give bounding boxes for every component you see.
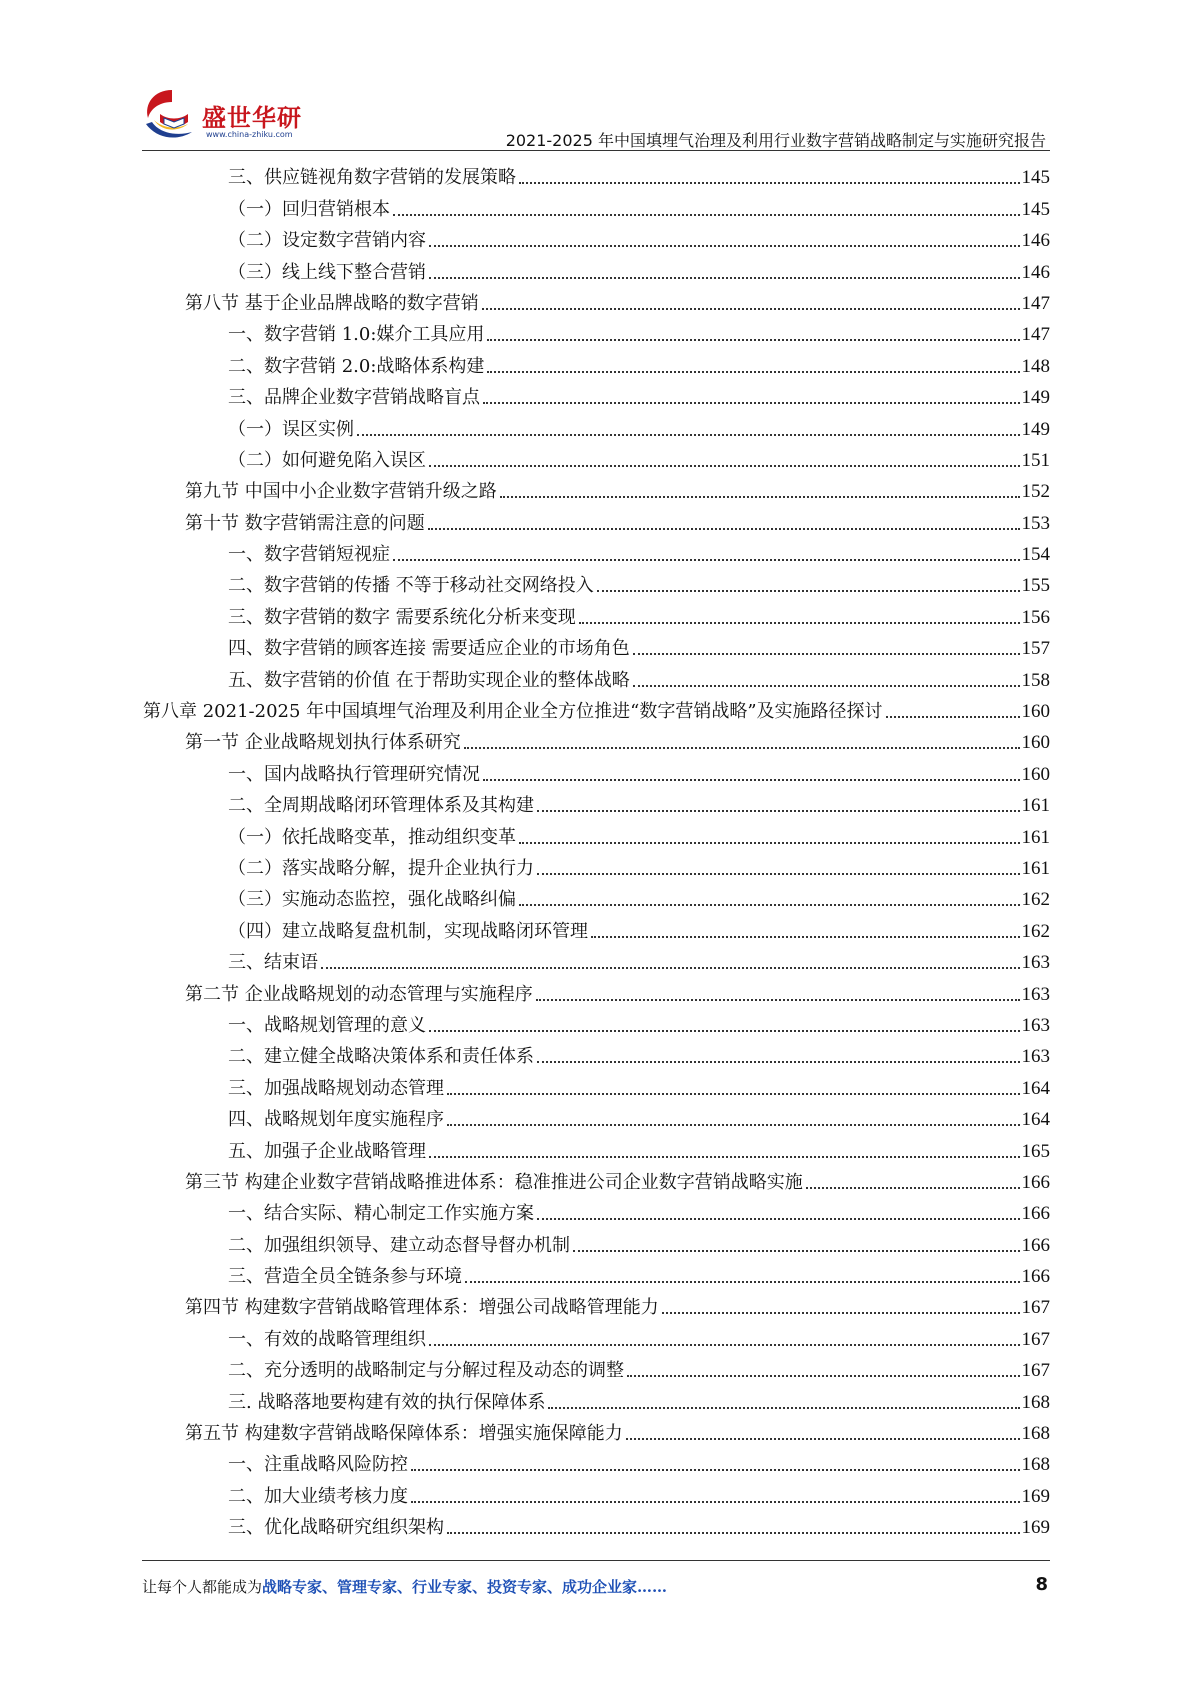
toc-entry-label: 第十节 数字营销需注意的问题 — [185, 512, 425, 534]
toc-entry-label: 三、供应链视角数字营销的发展策略 — [228, 167, 516, 189]
toc-entry[interactable] — [0, 1039, 1191, 1070]
toc-entry-label: 三、品牌企业数字营销战略盲点 — [228, 387, 480, 409]
toc-leader-dots — [537, 1218, 1020, 1220]
toc-leader-dots — [627, 1375, 1020, 1377]
toc-leader-dots — [411, 1501, 1020, 1503]
footer-divider — [142, 1560, 1050, 1561]
report-title: 2021-2025 年中国填埋气治理及利用行业数字营销战略制定与实施研究报告 — [505, 131, 1046, 150]
toc-entry-label: 五、加强子企业战略管理 — [228, 1140, 426, 1162]
toc-leader-dots — [537, 810, 1020, 812]
toc-entry-page: 161 — [1021, 826, 1050, 848]
toc-entry[interactable] — [0, 443, 1191, 474]
toc-leader-dots — [482, 308, 1020, 310]
toc-entry[interactable] — [0, 1133, 1191, 1164]
toc-leader-dots — [519, 904, 1020, 906]
toc-entry-label: 第八章 2021-2025 年中国填埋气治理及利用企业全方位推进“数字营销战略”及实施路径探讨 — [143, 701, 883, 723]
toc-leader-dots — [429, 277, 1020, 279]
toc-entry-page: 167 — [1021, 1297, 1050, 1319]
toc-entry-label: 二、建立健全战略决策体系和责任体系 — [228, 1046, 534, 1068]
toc-entry-label: 二、数字营销的传播 不等于移动社交网络投入 — [228, 575, 594, 597]
toc-entry-page: 163 — [1021, 1046, 1050, 1068]
toc-leader-dots — [806, 1187, 1020, 1189]
page-header — [0, 0, 1191, 160]
toc-leader-dots — [536, 999, 1020, 1001]
toc-entry-page: 155 — [1021, 575, 1050, 597]
toc-entry-page: 161 — [1021, 795, 1050, 817]
toc-entry-page: 166 — [1021, 1234, 1050, 1256]
toc-leader-dots — [886, 716, 1020, 718]
toc-leader-dots — [483, 402, 1020, 404]
toc-leader-dots — [429, 1156, 1020, 1158]
slogan-emphasis: 战略专家、管理专家、行业专家、投资专家、成功企业家…… — [262, 1578, 668, 1596]
toc-entry-page: 149 — [1021, 387, 1050, 409]
toc-entry-page: 146 — [1021, 230, 1050, 252]
toc-entry-page: 148 — [1021, 355, 1050, 377]
toc-entry-page: 146 — [1021, 261, 1050, 283]
toc-entry-label: 二、全周期战略闭环管理体系及其构建 — [228, 795, 534, 817]
toc-entry[interactable] — [0, 976, 1191, 1007]
toc-entry-page: 152 — [1021, 481, 1050, 503]
toc-entry-page: 169 — [1021, 1485, 1050, 1507]
toc-leader-dots — [548, 1407, 1019, 1409]
toc-entry[interactable] — [0, 945, 1191, 976]
toc-entry-page: 158 — [1021, 669, 1050, 691]
toc-entry-page: 147 — [1021, 292, 1050, 314]
toc-leader-dots — [500, 496, 1020, 498]
toc-entry-label: 二、加强组织领导、建立动态督导督办机制 — [228, 1234, 570, 1256]
toc-entry[interactable] — [0, 1196, 1191, 1227]
toc-entry-label: 一、战略规划管理的意义 — [228, 1014, 426, 1036]
toc-entry[interactable] — [0, 913, 1191, 944]
toc-entry-page: 163 — [1021, 952, 1050, 974]
toc-entry-page: 145 — [1021, 167, 1050, 189]
toc-entry-label: 第二节 企业战略规划的动态管理与实施程序 — [185, 983, 533, 1005]
toc-entry[interactable] — [0, 725, 1191, 756]
logo-emblem-icon — [142, 84, 202, 148]
toc-entry[interactable] — [0, 1478, 1191, 1509]
toc-entry-page: 168 — [1021, 1391, 1050, 1413]
toc-entry-label: （四）建立战略复盘机制，实现战略闭环管理 — [228, 920, 588, 942]
toc-entry[interactable] — [0, 317, 1191, 348]
toc-entry-label: 二、加大业绩考核力度 — [228, 1485, 408, 1507]
toc-leader-dots — [487, 339, 1019, 341]
toc-entry[interactable] — [0, 1510, 1191, 1541]
toc-leader-dots — [429, 465, 1020, 467]
logo-url: www.china-zhiku.com — [206, 130, 293, 139]
toc-entry-page: 160 — [1021, 763, 1050, 785]
toc-entry-page: 167 — [1021, 1360, 1050, 1382]
toc-entry[interactable] — [0, 662, 1191, 693]
toc-entry-label: 三、营造全员全链条参与环境 — [228, 1266, 462, 1288]
toc-entry[interactable] — [0, 694, 1191, 725]
toc-entry-label: 三、结束语 — [228, 952, 318, 974]
toc-leader-dots — [597, 590, 1020, 592]
toc-leader-dots — [537, 873, 1020, 875]
toc-leader-dots — [429, 1344, 1020, 1346]
header-divider — [142, 150, 1050, 151]
toc-entry[interactable] — [0, 191, 1191, 222]
toc-entry[interactable] — [0, 348, 1191, 379]
toc-entry-label: 第九节 中国中小企业数字营销升级之路 — [185, 481, 497, 503]
toc-entry-page: 168 — [1021, 1454, 1050, 1476]
toc-leader-dots — [626, 1438, 1020, 1440]
toc-entry[interactable] — [0, 1416, 1191, 1447]
toc-leader-dots — [487, 371, 1019, 373]
toc-entry[interactable] — [0, 1321, 1191, 1352]
toc-entry-label: （二）如何避免陷入误区 — [228, 449, 426, 471]
company-logo — [142, 84, 322, 148]
toc-entry[interactable] — [0, 1165, 1191, 1196]
toc-entry-label: （二）落实战略分解，提升企业执行力 — [228, 857, 534, 879]
toc-entry-page: 166 — [1021, 1171, 1050, 1193]
toc-entry-page: 147 — [1021, 324, 1050, 346]
toc-entry[interactable] — [0, 1227, 1191, 1258]
toc-entry[interactable] — [0, 223, 1191, 254]
toc-entry-label: 一、结合实际、精心制定工作实施方案 — [228, 1203, 534, 1225]
toc-entry[interactable] — [0, 537, 1191, 568]
toc-entry[interactable] — [0, 1290, 1191, 1321]
toc-entry-page: 162 — [1021, 889, 1050, 911]
toc-entry-label: 四、数字营销的顾客连接 需要适应企业的市场角色 — [228, 638, 630, 660]
toc-leader-dots — [447, 1093, 1020, 1095]
toc-entry-page: 162 — [1021, 920, 1050, 942]
toc-leader-dots — [321, 967, 1020, 969]
toc-entry-label: 第五节 构建数字营销战略保障体系：增强实施保障能力 — [185, 1423, 623, 1445]
toc-leader-dots — [465, 1281, 1020, 1283]
toc-entry-label: 第八节 基于企业品牌战略的数字营销 — [185, 292, 479, 314]
toc-leader-dots — [633, 653, 1020, 655]
toc-entry-label: 第一节 企业战略规划执行体系研究 — [185, 732, 461, 754]
slogan-prefix: 让每个人都能成为 — [142, 1578, 263, 1596]
toc-entry[interactable] — [0, 1259, 1191, 1290]
toc-leader-dots — [483, 779, 1020, 781]
toc-leader-dots — [447, 1124, 1020, 1126]
toc-entry-label: 第四节 构建数字营销战略管理体系：增强公司战略管理能力 — [185, 1297, 659, 1319]
toc-leader-dots — [429, 1030, 1020, 1032]
table-of-contents — [0, 160, 1191, 1541]
toc-entry-page: 153 — [1021, 512, 1050, 534]
toc-entry-label: 一、注重战略风险防控 — [228, 1454, 408, 1476]
toc-entry[interactable] — [0, 599, 1191, 630]
toc-entry-page: 149 — [1021, 418, 1050, 440]
toc-leader-dots — [519, 842, 1020, 844]
toc-entry[interactable] — [0, 788, 1191, 819]
toc-entry-label: 五、数字营销的价值 在于帮助实现企业的整体战略 — [228, 669, 630, 691]
toc-entry-page: 156 — [1021, 606, 1050, 628]
toc-entry[interactable] — [0, 1008, 1191, 1039]
toc-leader-dots — [428, 528, 1020, 530]
toc-entry[interactable] — [0, 505, 1191, 536]
toc-entry-label: （三）实施动态监控，强化战略纠偏 — [228, 889, 516, 911]
toc-entry[interactable] — [0, 1102, 1191, 1133]
toc-entry-label: 一、有效的战略管理组织 — [228, 1328, 426, 1350]
toc-entry-label: （一）依托战略变革，推动组织变革 — [228, 826, 516, 848]
toc-entry[interactable] — [0, 851, 1191, 882]
toc-entry[interactable] — [0, 380, 1191, 411]
toc-leader-dots — [573, 1250, 1020, 1252]
toc-leader-dots — [464, 747, 1020, 749]
toc-entry-page: 164 — [1021, 1077, 1050, 1099]
toc-entry-page: 169 — [1021, 1517, 1050, 1539]
toc-entry-label: （二）设定数字营销内容 — [228, 230, 426, 252]
toc-entry[interactable] — [0, 1070, 1191, 1101]
toc-entry-label: 四、战略规划年度实施程序 — [228, 1109, 444, 1131]
toc-entry-label: （一）误区实例 — [228, 418, 354, 440]
toc-entry-page: 160 — [1021, 701, 1050, 723]
toc-entry[interactable] — [0, 160, 1191, 191]
toc-entry-label: 第三节 构建企业数字营销战略推进体系：稳准推进公司企业数字营销战略实施 — [185, 1171, 803, 1193]
toc-entry-page: 167 — [1021, 1328, 1050, 1350]
toc-leader-dots — [429, 245, 1020, 247]
toc-leader-dots — [393, 214, 1020, 216]
toc-leader-dots — [579, 622, 1020, 624]
toc-entry[interactable] — [0, 474, 1191, 505]
toc-entry-page: 157 — [1021, 638, 1050, 660]
toc-entry[interactable] — [0, 1353, 1191, 1384]
toc-entry[interactable] — [0, 286, 1191, 317]
toc-entry-page: 163 — [1021, 1014, 1050, 1036]
toc-entry-label: 一、国内战略执行管理研究情况 — [228, 763, 480, 785]
toc-leader-dots — [537, 1061, 1020, 1063]
toc-leader-dots — [519, 182, 1020, 184]
toc-leader-dots — [411, 1469, 1020, 1471]
logo-name: 盛世华研 — [202, 104, 302, 132]
toc-leader-dots — [633, 685, 1020, 687]
toc-entry-page: 168 — [1021, 1423, 1050, 1445]
toc-leader-dots — [393, 559, 1020, 561]
toc-entry-page: 154 — [1021, 544, 1050, 566]
toc-entry-label: 二、数字营销 2.0:战略体系构建 — [228, 355, 485, 377]
toc-entry-page: 165 — [1021, 1140, 1050, 1162]
toc-entry-page: 163 — [1021, 983, 1050, 1005]
toc-entry-page: 151 — [1021, 449, 1050, 471]
toc-entry-label: （三）线上线下整合营销 — [228, 261, 426, 283]
toc-entry-page: 160 — [1021, 732, 1050, 754]
toc-entry[interactable] — [0, 1447, 1191, 1478]
toc-entry-label: 三. 战略落地要构建有效的执行保障体系 — [228, 1391, 546, 1413]
toc-entry-label: 三、加强战略规划动态管理 — [228, 1077, 444, 1099]
toc-entry-label: 三、优化战略研究组织架构 — [228, 1517, 444, 1539]
toc-entry-label: 一、数字营销 1.0:媒介工具应用 — [228, 324, 485, 346]
toc-entry[interactable] — [0, 819, 1191, 850]
toc-entry-label: 一、数字营销短视症 — [228, 544, 390, 566]
page-number: 8 — [1035, 1574, 1048, 1595]
toc-entry-page: 164 — [1021, 1109, 1050, 1131]
toc-entry[interactable] — [0, 756, 1191, 787]
toc-entry[interactable] — [0, 411, 1191, 442]
toc-entry-page: 166 — [1021, 1203, 1050, 1225]
toc-leader-dots — [357, 434, 1020, 436]
toc-entry-label: 二、充分透明的战略制定与分解过程及动态的调整 — [228, 1360, 624, 1382]
toc-entry[interactable] — [0, 568, 1191, 599]
toc-entry-page: 145 — [1021, 198, 1050, 220]
toc-entry-label: 三、数字营销的数字 需要系统化分析来变现 — [228, 606, 576, 628]
toc-leader-dots — [591, 936, 1020, 938]
footer-slogan — [142, 1576, 667, 1597]
toc-entry-label: （一）回归营销根本 — [228, 198, 390, 220]
toc-entry-page: 161 — [1021, 857, 1050, 879]
toc-entry[interactable] — [0, 254, 1191, 285]
toc-entry-page: 166 — [1021, 1266, 1050, 1288]
toc-leader-dots — [662, 1312, 1020, 1314]
toc-leader-dots — [447, 1532, 1020, 1534]
toc-entry[interactable] — [0, 1384, 1191, 1415]
toc-entry[interactable] — [0, 882, 1191, 913]
toc-entry[interactable] — [0, 631, 1191, 662]
